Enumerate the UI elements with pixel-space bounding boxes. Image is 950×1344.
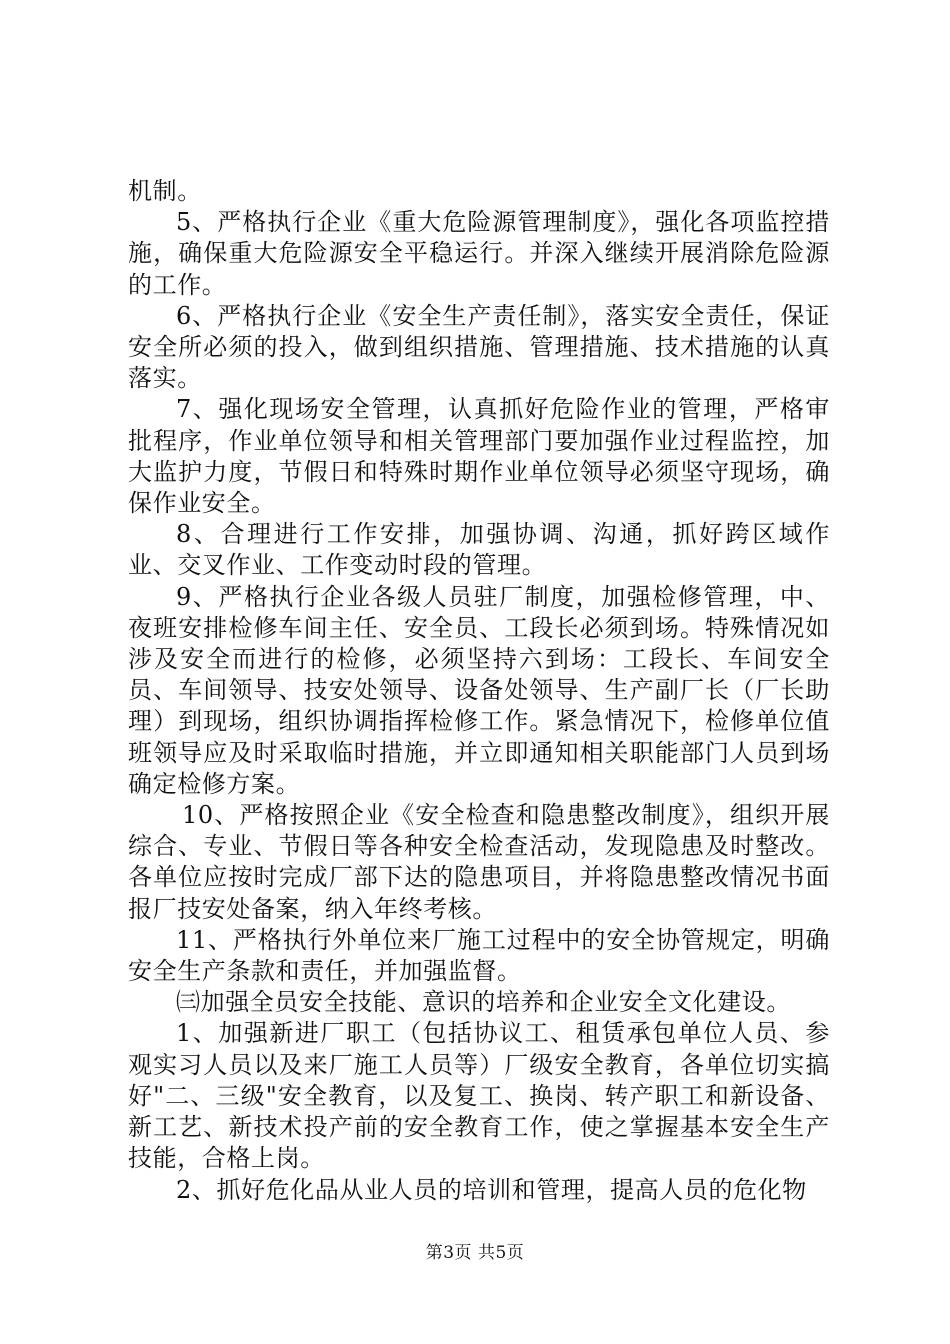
paragraph-sub-item-2: 2、抓好危化品从业人员的培训和管理，提高人员的危化物 <box>176 1175 807 1204</box>
paragraph-sub-item-1: 1、加强新进厂职工（包括协议工、租赁承包单位人员、参观实习人员以及来厂施工人员等）厂级安全教育，各单位切实搞好"二、三级"安全教育，以及复工、换岗、转产职工和新设备、新工艺、新技术投产前的安全教育工作，使之掌握基本安全生产技能，合格上岗。 <box>128 1019 830 1173</box>
section-heading-3: ㈢加强全员安全技能、意识的培养和企业安全文化建设。 <box>176 988 791 1017</box>
paragraph-item-9: 9、严格执行企业各级人员驻厂制度，加强检修管理，中、夜班安排检修车间主任、安全员、工段长必须到场。特殊情况如涉及安全而进行的检修，必须坚持六到场：工段长、车间安全员、车间领导、技安处领导、设备处领导、生产副厂长（厂长助理）到现场，组织协调指挥检修工作。紧急情况下，检修单位值班领导应及时采取临时措施，并立即通知相关职能部门人员到场确定检修方案。 <box>128 582 830 798</box>
page-footer <box>0 1242 950 1264</box>
paragraph-item-7: 7、强化现场安全管理，认真抓好危险作业的管理，严格审批程序，作业单位领导和相关管理部门要加强作业过程监控，加大监护力度，节假日和特殊时期作业单位领导必须坚守现场，确保作业安全。 <box>128 395 830 518</box>
page-number-label: 第3页 共5页 <box>425 1243 525 1263</box>
paragraph-item-10: 10、严格按照企业《安全检查和隐患整改制度》，组织开展综合、专业、节假日等各种安全检查活动，发现隐患及时整改。各单位应按时完成厂部下达的隐患项目，并将隐患整改情况书面报厂技安处备案，纳入年终考核。 <box>128 801 830 923</box>
paragraph-item-8: 8、合理进行工作安排，加强协调、沟通，抓好跨区域作业、交叉作业、工作变动时段的管理。 <box>128 520 830 580</box>
paragraph-item-6: 6、严格执行企业《安全生产责任制》，落实安全责任，保证安全所必须的投入，做到组织措施、管理措施、技术措施的认真落实。 <box>128 301 830 393</box>
document-body <box>128 176 830 1206</box>
paragraph-item-5: 5、严格执行企业《重大危险源管理制度》，强化各项监控措施，确保重大危险源安全平稳运行。并深入继续开展消除危险源的工作。 <box>128 208 830 299</box>
paragraph-item-11: 11、严格执行外单位来厂施工过程中的安全协管规定，明确安全生产条款和责任，并加强监督。 <box>128 925 830 986</box>
paragraph-continuation: 机制。 <box>128 177 202 205</box>
